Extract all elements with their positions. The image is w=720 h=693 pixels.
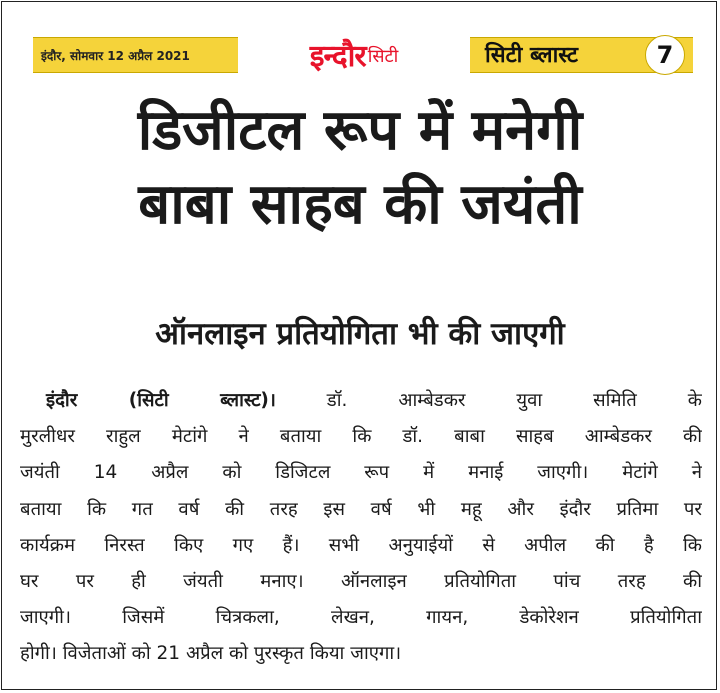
body-line: जयंती 14 अप्रैल को डिजिटल रूप में मनाई जाएगी। मेटांगे ने	[20, 462, 702, 484]
section-label: सिटी ब्लास्ट	[485, 43, 578, 68]
issue-dateline: इंदौर, सोमवार 12 अप्रैल 2021	[41, 49, 190, 63]
logo-main-text: इन्दौर	[309, 38, 366, 74]
page-number: 7	[645, 35, 685, 75]
body-line: बताया कि गत वर्ष की तरह इस वर्ष भी महू और इंदौर प्रतिमा पर	[20, 498, 702, 520]
body-line: घर पर ही जंयती मनाए। ऑनलाइन प्रतियोगिता पांच तरह की	[20, 571, 702, 593]
headline-line-1: डिजीटल रूप में मनेगी	[137, 98, 583, 163]
logo-sub-text: सिटी	[367, 46, 399, 67]
subheadline: ऑनलाइन प्रतियोगिता भी की जाएगी	[155, 316, 565, 352]
body-line	[20, 383, 702, 419]
newspaper-logo	[238, 31, 470, 77]
body-line: होगी। विजेताओं को 21 अप्रैल को पुरस्कृत किया जाएगा।	[20, 643, 402, 665]
body-line: जाएगी। जिसमें चित्रकला, लेखन, गायन, डेकोरेशन प्रतियोगिता	[20, 607, 702, 629]
body-line: कार्यक्रम निरस्त किए गए हैं। सभी अनुयाईयों से अपील की है कि	[20, 534, 702, 556]
headline	[18, 94, 702, 242]
body-line-text: डॉ. आम्बेडकर युवा समिति के	[275, 390, 702, 411]
masthead	[33, 31, 693, 77]
body-dateline-tag: इंदौर (सिटी ब्लास्ट)।	[46, 390, 276, 411]
body-line: मुरलीधर राहुल मेटांगे ने बताया कि डॉ. बाबा साहब आम्बेडकर की	[20, 426, 702, 448]
headline-line-2: बाबा साहब की जयंती	[138, 172, 582, 237]
article-body	[20, 383, 702, 673]
